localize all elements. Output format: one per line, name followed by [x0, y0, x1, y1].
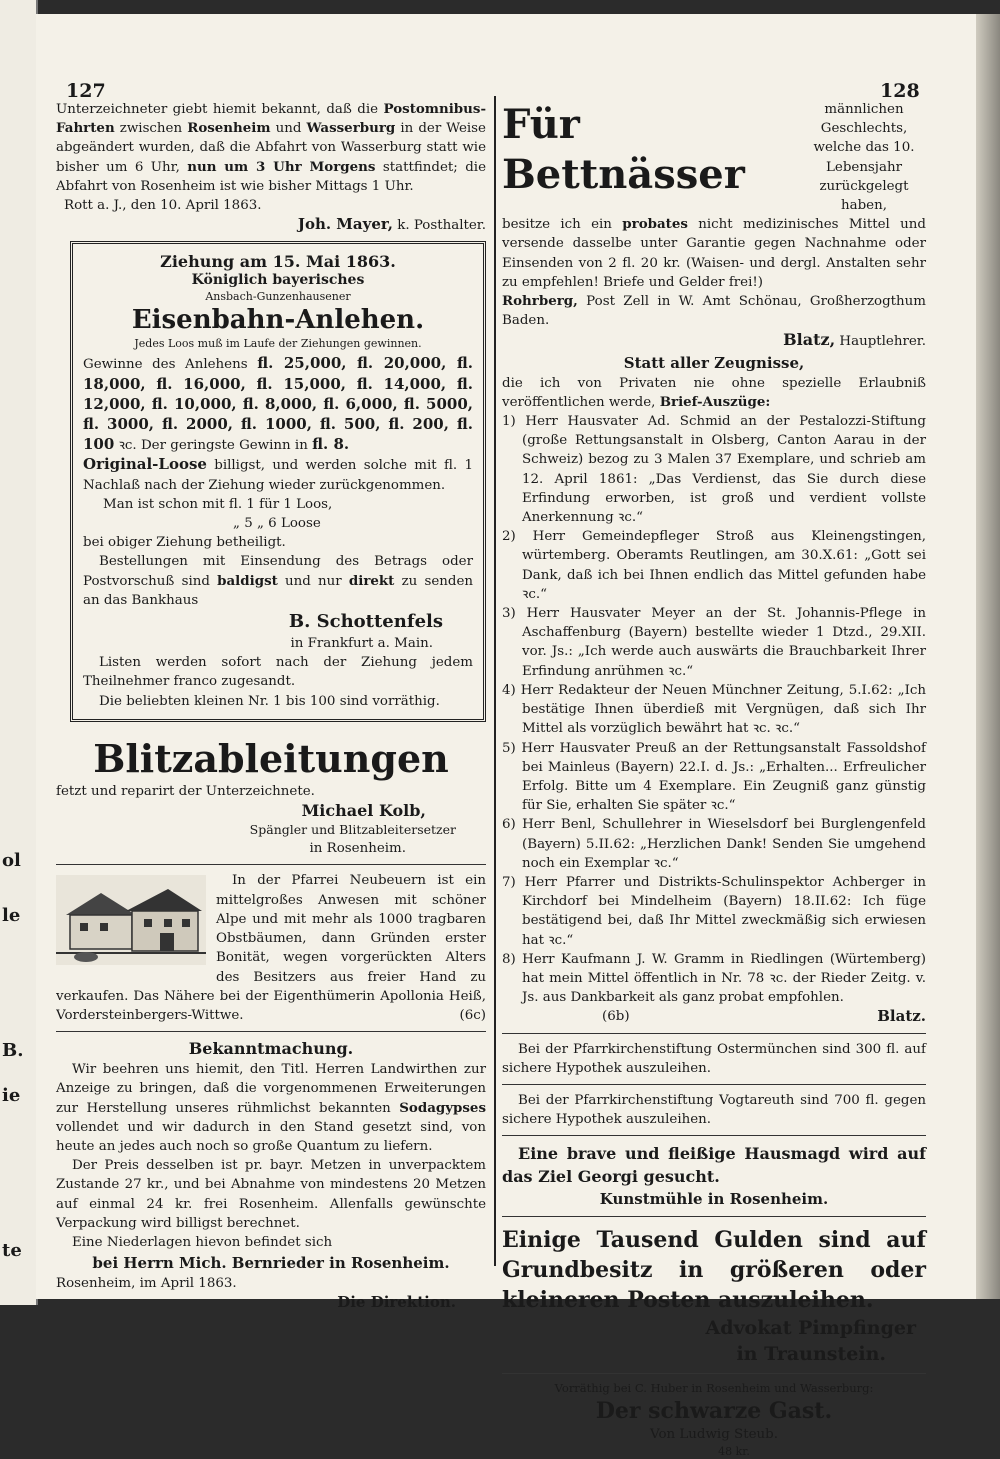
- bedwetting-headline: Für Bettnässer: [502, 101, 745, 198]
- testimonial-item: 5) Herr Hausvater Preuß an der Rettungsanstalt Fassoldshof bei Mainleus (Bayern) 22.I. d. Js.: „Erhalten... Erfreulicher Erfolg. Bitte um 4 Exemplare. Ein Zeugniß ganz günstig für Sie, erhalten Sie später ꝛc.“: [502, 740, 926, 814]
- lottery-prizes: Gewinne des Anlehens fl. 25,000, fl. 20,000, fl. 18,000, fl. 16,000, fl. 15,000, fl. 14,000, fl. 12,000, fl. 10,000, fl. 8,000, fl. 6,000, fl. 5000, fl. 3000, fl. 2000, fl. 1000, fl. 500, fl. 200, fl. 100 ꝛc. Der geringste Gewinn in fl. 8.: [83, 354, 473, 454]
- adjacent-page-edge: [0, 0, 38, 1305]
- lottery-headline: Ziehung am 15. Mai 1863.: [160, 252, 396, 272]
- testimonial-item: 2) Herr Gemeindepfleger Stroß aus Kleinengstingen, würtemberg. Oberamts Reutlingen, am 30.X.61: „Gott sei Dank, daß ich bei Ihnen endlich das Mittel gefunden habe ꝛc.“: [502, 529, 926, 602]
- bank-name: B. Schottenfels: [288, 611, 443, 633]
- testimonial-item: 4) Herr Redakteur der Neuen Münchner Zeitung, 5.I.62: „Ich bestätige Ihnen überdieß mit Vergnügen, daß sich Ihr Mittel als vorzüglich bewährt hat ꝛc. ꝛc.“: [502, 682, 926, 737]
- page-stack-edge: [976, 14, 1000, 1299]
- spine-fragment: B.: [2, 1040, 24, 1061]
- testimonial-list: [502, 412, 926, 1007]
- bedwetting-ad: Für Bettnässer männlichen Geschlechts, welche das 10. Lebensjahr zurückgelegt haben, besitze ich ein probates nicht medizinisches Mittel und versende dasselbe unter Garantie gegen Nachnahme oder Einsenden von 2 fl. 20 kr. (Waisen- und dergl. Anstalten sehr zu empfehlen! Briefe und Gelder frei!) Rohrberg, Post Zell in W. Amt Schönau, Großherzogthum Baden. Blatz, Hauptlehrer. Statt aller Zeugnisse, die ich von Privaten nie ohne spezielle Erlaubniß veröffentlichen werde, Brief-Auszüge: 1) Herr Hausvater Ad. Schmid an der Pestalozzi-Stiftung (große Rettungsanstalt in Olsberg, Canton Aarau in der Schweiz) bezog zu 3 Malen 37 Exemplare, und schrieb am 12. April 1861: „Das Verdienst, das Sie durch diese Erfindung erworben, ist groß und verdient vollste Anerkennung ꝛc.“ 2) Herr Gemeindepfleger Stroß aus Kleinengstingen, würtemberg. Oberamts Reutlingen, am 30.X.61: „Gott sei Dank, daß ich bei Ihnen endlich das Mittel gefunden habe ꝛc.“ 3) Herr Hausvater Meyer an der St. Johannis-Pflege in Aschaffenburg (Bayern) bestellte wieder 1 Dtzd., 29.XII. vor. Js.: „Ich werde auch auswärts die Brauchbarkeit Ihrer Erfindung anrühmen ꝛc.“ 4) Herr Redakteur der Neuen Münchner Zeitung, 5.I.62: „Ich bestätige Ihnen überdieß mit Vergnügen, daß sich Ihr Mittel als vorzüglich bewährt hat ꝛc. ꝛc.“ 5) Herr Hausvater Preuß an der Rettungsanstalt Fassoldshof bei Mainleus (Bayern) 22.I. d. Js.: „Erhalten... Erfreulicher Erfolg. Bitte um 4 Exemplare. Ein Zeugniß ganz günstig für Sie, erhalten Sie später ꝛc.“ 6) Herr Benl, Schullehrer in Wieselsdorf bei Burglengenfeld (Bayern) 5.II.62: „Herzlichen Dank! Senden Sie umgehend noch ein Exemplar ꝛc.“ 7) Herr Pfarrer und Distrikts-Schulinspektor Achberger in Kirchdorf bei Mindelheim (Bayern) 18.II.62: Ich füge bestätigend bei, daß Ihr Mittel zweckmäßig sich erwiesen hat ꝛc.“ 8) Herr Kaufmann J. W. Gramm in Riedlingen (Würtemberg) hat mein Mittel öffentlich in Nr. 78 ꝛc. der Rieder Zeitg. v. Js. aus Dankbarkeit als ganz probat empfohlen. (6b) Blatz.: [502, 101, 926, 1026]
- omnibus-notice: Unterzeichneter giebt hiemit bekannt, daß die Postomnibus-Fahrten zwischen Rosenheim und Wasserburg in der Weise abgeändert wurden, daß die Abfahrt von Wasserburg statt wie bisher um 6 Uhr, nun um 3 Uhr Morgens stattfindet; die Abfahrt von Rosenheim ist wie bisher Mittags 1 Uhr. Rott a. J., den 10. April 1863. Joh. Mayer, k. Posthalter.: [56, 100, 486, 235]
- omnibus-signature: Joh. Mayer, k. Posthalter.: [297, 215, 486, 234]
- separator: [56, 1031, 486, 1032]
- separator: [502, 1033, 926, 1034]
- farmhouse-illustration: [56, 875, 206, 965]
- omnibus-date: Rott a. J., den 10. April 1863.: [64, 198, 262, 214]
- testimonials-headline: Statt aller Zeugnisse,: [623, 353, 805, 372]
- separator: [502, 1216, 926, 1217]
- testimonial-item: 1) Herr Hausvater Ad. Schmid an der Pestalozzi-Stiftung (große Rettungsanstalt in Olsberg, Canton Aarau in der Schweiz) bezog zu 3 Malen 37 Exemplare, und schrieb am 12. April 1861: „Das Verdienst, das Sie durch diese Erfindung erworben, ist groß und verdient vollste Anerkennung ꝛc.“: [502, 414, 926, 526]
- property-ad: In der Pfarrei Neubeuern ist ein mittelgroßes Anwesen mit schöner Alpe und mit mehr als 1000 tragbaren Obstbäumen, dann Gründen erster Bonität, wegen vorgerückten Alters des Besitzers aus freier Hand zu verkaufen. Das Nähere bei der Eigenthümerin Apollonia Heiß, Vordersteinbergers-Wittwe. (6c): [56, 873, 486, 1023]
- separator: [56, 864, 486, 865]
- testimonial-item: 3) Herr Hausvater Meyer an der St. Johannis-Pflege in Aschaffenburg (Bayern) bestellte wieder 1 Dtzd., 29.XII. vor. Js.: „Ich werde auch auswärts die Brauchbarkeit Ihrer Erfindung anrühmen ꝛc.“: [502, 606, 926, 679]
- bekannt-headline: Bekanntmachung.: [188, 1039, 354, 1059]
- parish-loan-ostermuenchen: Bei der Pfarrkirchenstiftung Ostermünchen sind 300 fl. auf sichere Hypothek auszuleihen.: [502, 1041, 926, 1076]
- column-divider: [494, 96, 496, 1266]
- testimonial-item: 8) Herr Kaufmann J. W. Gramm in Riedlingen (Würtemberg) hat mein Mittel öffentlich in Nr. 78 ꝛc. der Rieder Zeitg. v. Js. aus Dankbarkeit als ganz probat empfohlen.: [502, 951, 926, 1006]
- soda-gypsum-notice: Bekanntmachung. Wir beehren uns hiemit, den Titl. Herren Landwirthen zur Anzeige zu bringen, daß die vorgenommenen Erweiterungen zur Herstellung unseres rühmlichst bekannten Sodagypses vollendet und wir dadurch in den Stand gesetzt sind, von heute an jedes auch noch so große Quantum zu liefern. Der Preis desselben ist pr. bayr. Metzen in unverpacktem Zustande 27 kr., und bei Abnahme von mindestens 20 Metzen auf einmal 24 kr. frei Rosenheim. Allenfalls gewünschte Verpackung wird billigst berechnet. Eine Niederlagen hievon befindet sich bei Herrn Mich. Bernrieder in Rosenheim. Rosenheim, im April 1863. Die Direktion.: [56, 1039, 486, 1312]
- page-number-right: 128: [880, 80, 920, 102]
- separator: [502, 1084, 926, 1085]
- spine-fragment: ol: [2, 850, 21, 871]
- spine-fragment: te: [2, 1240, 22, 1261]
- lottery-ad: Ziehung am 15. Mai 1863. Königlich bayerisches Ansbach-Gunzenhausener Eisenbahn-Anlehen. Jedes Loos muß im Laufe der Ziehungen gewinnen. Gewinne des Anlehens fl. 25,000, fl. 20,000, fl. 18,000, fl. 16,000, fl. 15,000, fl. 14,000, fl. 12,000, fl. 10,000, fl. 8,000, fl. 6,000, fl. 5000, fl. 3000, fl. 2000, fl. 1000, fl. 500, fl. 200, fl. 100 ꝛc. Der geringste Gewinn in fl. 8. Original-Loose billigst, und werden solche mit fl. 1 Nachlaß nach der Ziehung wieder zurückgenommen. Man ist schon mit fl. 1 für 1 Loos, „ 5 „ 6 Loose bei obiger Ziehung betheiligt. Bestellungen mit Einsendung des Betrags oder Postvorschuß sind baldigst und nur direkt zu senden an das Bankhaus B. Schottenfels in Frankfurt a. Main. Listen werden sofort nach der Ziehung jedem Theilnehmer franco zugesandt. Die beliebten kleinen Nr. 1 bis 100 sind vorräthig.: [70, 241, 486, 721]
- testimonial-item: 6) Herr Benl, Schullehrer in Wieselsdorf bei Burglengenfeld (Bayern) 5.II.62: „Herzlichen Dank! Senden Sie umgehend noch ein Exemplar ꝛc.“: [502, 817, 926, 871]
- left-column: [56, 100, 486, 1311]
- lightning-ad: Blitzableitungen fetzt und reparirt der Unterzeichnete. Michael Kolb, Spängler und Blitzableitersetzer in Rosenheim.: [56, 736, 486, 859]
- gulden-ad: Einige Tausend Gulden sind auf Grundbesitz in größeren oder kleineren Posten auszuleihen.: [502, 1227, 926, 1314]
- lightning-headline: Blitzableitungen: [93, 735, 449, 781]
- testimonial-item: 7) Herr Pfarrer und Distrikts-Schulinspektor Achberger in Kirchdorf bei Mindelheim (Bayern) 18.II.62: Ich füge bestätigend bei, daß Ihr Mittel zweckmäßig sich erwiesen hat ꝛc.“: [502, 874, 926, 948]
- book-availability: Vorräthig bei C. Huber in Rosenheim und Wasserburg:: [554, 1381, 874, 1396]
- book-author: Von Ludwig Steub.: [650, 1427, 778, 1443]
- lottery-title: Eisenbahn-Anlehen.: [131, 305, 425, 336]
- maid-wanted: Eine brave und fleißige Hausmagd wird auf das Ziel Georgi gesucht.: [502, 1144, 926, 1187]
- parish-loan-vogtareuth: Bei der Pfarrkirchenstiftung Vogtareuth sind 700 fl. gegen sichere Hypothek auszuleihen.: [502, 1092, 926, 1128]
- separator: [502, 1135, 926, 1136]
- right-column: Für Bettnässer männlichen Geschlechts, welche das 10. Lebensjahr zurückgelegt haben, besitze ich ein probates nicht medizinisches Mittel und versende dasselbe unter Garantie gegen Nachnahme oder Einsenden von 2 fl. 20 kr. (Waisen- und dergl. Anstalten sehr zu empfehlen! Briefe und Gelder frei!) Rohrberg, Post Zell in W. Amt Schönau, Großherzogthum Baden. Blatz, Hauptlehrer. Statt aller Zeugnisse, die ich von Privaten nie ohne spezielle Erlaubniß veröffentlichen werde, Brief-Auszüge: 1) Herr Hausvater Ad. Schmid an der Pestalozzi-Stiftung (große Rettungsanstalt in Olsberg, Canton Aarau in der Schweiz) bezog zu 3 Malen 37 Exemplare, und schrieb am 12. April 1861: „Das Verdienst, das Sie durch diese Erfindung erworben, ist groß und verdient vollste Anerkennung ꝛc.“ 2) Herr Gemeindepfleger Stroß aus Kleinengstingen, würtemberg. Oberamts Reutlingen, am 30.X.61: „Gott sei Dank, daß ich bei Ihnen endlich das Mittel gefunden habe ꝛc.“ 3) Herr Hausvater Meyer an der St. Johannis-Pflege in Aschaffenburg (Bayern) bestellte wieder 1 Dtzd., 29.XII. vor. Js.: „Ich werde auch auswärts die Brauchbarkeit Ihrer Erfindung anrühmen ꝛc.“ 4) Herr Redakteur der Neuen Münchner Zeitung, 5.I.62: „Ich bestätige Ihnen überdieß mit Vergnügen, daß sich Ihr Mittel als vorzüglich bewährt hat ꝛc. ꝛc.“ 5) Herr Hausvater Preuß an der Rettungsanstalt Fassoldshof bei Mainleus (Bayern) 22.I. d. Js.: „Erhalten... Erfreulicher Erfolg. Bitte um 4 Exemplare. Ein Zeugniß ganz günstig für Sie, erhalten Sie später ꝛc.“ 6) Herr Benl, Schullehrer in Wieselsdorf bei Burglengenfeld (Bayern) 5.II.62: „Herzlichen Dank! Senden Sie umgehend noch ein Exemplar ꝛc.“ 7) Herr Pfarrer und Distrikts-Schulinspektor Achberger in Kirchdorf bei Mindelheim (Bayern) 18.II.62: Ich füge bestätigend bei, daß Ihr Mittel zweckmäßig sich erwiesen hat ꝛc.“ 8) Herr Kaufmann J. W. Gramm in Riedlingen (Würtemberg) hat mein Mittel öffentlich in Nr. 78 ꝛc. der Rieder Zeitg. v. Js. aus Dankbarkeit als ganz probat empfohlen. (6b) Blatz. Bei der Pfarrkirchenstiftung Ostermünchen sind 300 fl. auf sichere Hypothek auszuleihen. Bei der Pfarrkirchenstiftung Vogtareuth sind 700 fl. gegen sichere Hypothek auszuleihen. Eine brave und fleißige Hausmagd wird auf das Ziel Georgi gesucht. Kunstmühle in Rosenheim. Einige Tausend Gulden sind auf Grundbesitz in größeren oder kleineren Posten auszuleihen. Advokat Pimpfinger in Traunstein. Vorräthig bei C. Huber in Rosenheim und Wasserburg: Der schwarze Gast. Von Ludwig Steub. 48 kr.: [502, 101, 926, 1458]
- book-title: Der schwarze Gast.: [595, 1398, 833, 1425]
- separator: [502, 1373, 926, 1374]
- spine-fragment: le: [2, 905, 21, 926]
- book-price: 48 kr.: [718, 1444, 750, 1458]
- spine-fragment: ie: [2, 1085, 21, 1106]
- page-number-left: 127: [66, 80, 106, 102]
